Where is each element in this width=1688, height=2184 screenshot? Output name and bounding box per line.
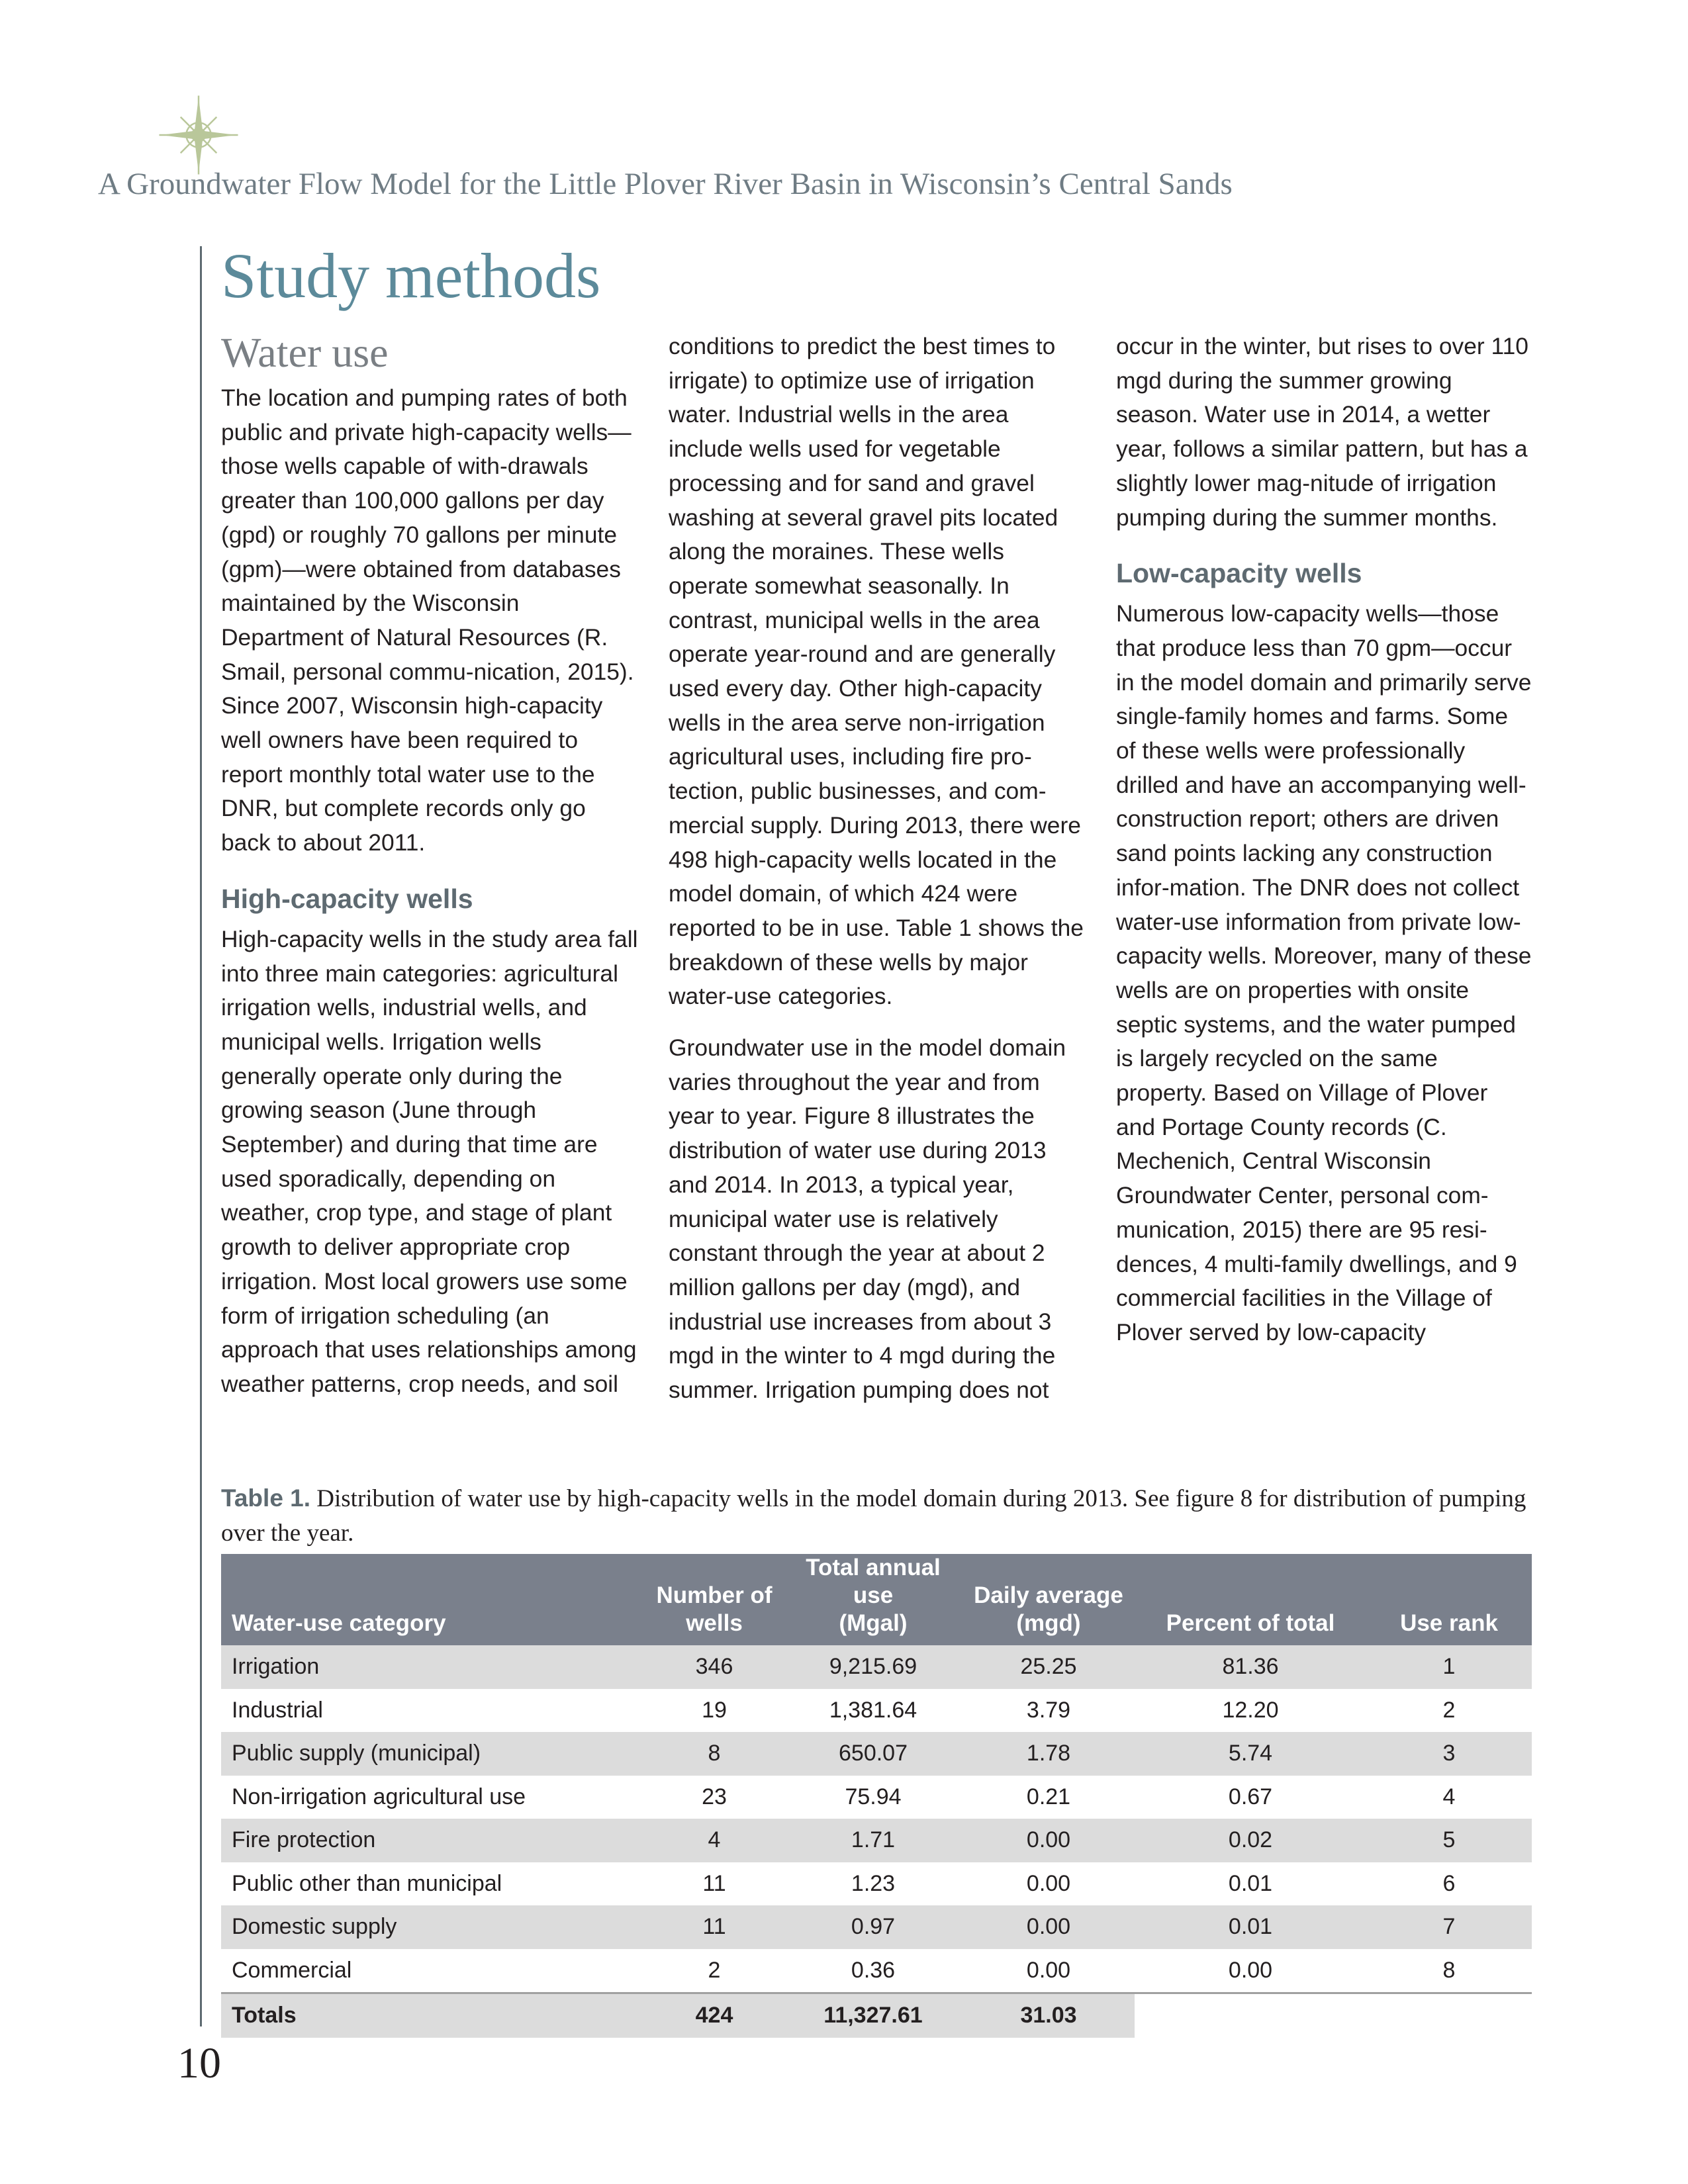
table-cell: 3.79	[1026, 1697, 1071, 1723]
table-cell: 0.00	[1026, 1870, 1071, 1896]
table-cell: 0.01	[1228, 1870, 1273, 1896]
table-cell: 11	[645, 1905, 784, 1949]
table-cell: 0.00	[1026, 1957, 1071, 1983]
heading-low-capacity-wells: Low-capacity wells	[1116, 558, 1362, 589]
table-cell: 1	[1366, 1645, 1532, 1689]
table-cell: 25.25	[962, 1645, 1135, 1689]
table-cell: 0.00	[962, 1819, 1135, 1862]
heading-water-use: Water use	[221, 329, 389, 376]
table-cell: 0.00	[1228, 1957, 1273, 1983]
col-header-category: Water-use category	[221, 1554, 645, 1645]
table-caption-text: Distribution of water use by high-capacity wells in the model domain during 2013. See figure 8 for distribution of pumping over the year.	[221, 1485, 1526, 1547]
table-row	[221, 1819, 1532, 1862]
table-cell: Public supply (municipal)	[221, 1732, 645, 1776]
table-cell: 0.21	[1026, 1784, 1071, 1809]
table-cell: 8	[1442, 1957, 1456, 1983]
table-cell: 19	[702, 1697, 727, 1723]
table-caption-label: Table 1.	[221, 1484, 311, 1512]
table-cell: 0.02	[1135, 1819, 1366, 1862]
table-cell: 650.07	[784, 1732, 962, 1776]
heading-high-capacity-wells: High-capacity wells	[221, 883, 473, 914]
table-cell: Domestic supply	[221, 1905, 645, 1949]
totals-annual: 11,327.61	[784, 1993, 962, 2038]
paragraph-low-capacity-1: Numerous low-capacity wells—those that produce less than 70 gpm—occur in the model domain and primarily serve single-family homes and farms. Some of these wells were professionally drilled and have an accompanying well-construction report; others are driven sand points lacking any construction infor-mation. The DNR does not collect water-use information from private low-capacity wells. Moreover, many of these wells are on properties with onsite septic systems, and the water pumped is largely recycled on the same property. Based on Village of Plover and Portage County records (C. Mechenich, Central Wisconsin Groundwater Center, personal com-munication, 2015) there are 95 resi-dences, 4 multi-family dwellings, and 9 commercial facilities in the Village of Plover served by low-capacity	[1116, 600, 1532, 1345]
table-cell: 5.74	[1135, 1732, 1366, 1776]
table-cell: 2	[1442, 1697, 1456, 1723]
table-row	[221, 1949, 1532, 1993]
table-cell: 1.71	[784, 1819, 962, 1862]
table-row	[221, 1776, 1532, 1819]
col-header-percent: Percent of total	[1135, 1554, 1366, 1645]
table-cell: Irrigation	[221, 1645, 645, 1689]
col-header-wells: Number of wells	[645, 1554, 784, 1645]
table-cell: 1,381.64	[829, 1697, 917, 1723]
totals-daily: 31.03	[962, 1993, 1135, 2038]
table-cell: Non-irrigation agricultural use	[232, 1784, 526, 1809]
col-header-annual: Total annual use (Mgal)	[784, 1554, 962, 1645]
table-row	[221, 1905, 1532, 1949]
page-number: 10	[177, 2039, 221, 2087]
table-cell: 75.94	[845, 1784, 902, 1809]
table-totals-row	[221, 1993, 1532, 2038]
table-cell: 12.20	[1222, 1697, 1279, 1723]
paragraph-high-capacity-1: High-capacity wells in the study area fall into three main categories: agricultural irrigation wells, industrial wells, and municipal wells. Irrigation wells generally operate only during the growing season (June through September) and during that time are used sporadically, depending on weather, crop type, and stage of plant growth to deliver appropriate crop irrigation. Most local growers use some form of irrigation scheduling (an approach that uses relationships among weather patterns, crop needs, and soil conditions to predict the best times to irrigate) to optimize use of irrigation water. Industrial wells in the area include wells used for vegetable processing and for sand and gravel washing at several gravel pits located along the moraines. These wells operate somewhat seasonally. In contrast, municipal wells in the area operate year-round and are generally used every day. Other high-capacity wells in the area serve non-irrigation agricultural uses, including fire pro-tection, public businesses, and com-mercial supply. During 2013, there were 498 high-capacity wells located in the model domain, of which 424 were reported to be in use. Table 1 shows the breakdown of these wells by major water-use categories.	[221, 333, 1084, 1397]
col-header-daily: Daily average (mgd)	[962, 1554, 1135, 1645]
table-cell: 0.01	[1135, 1905, 1366, 1949]
table-cell: Fire protection	[221, 1819, 645, 1862]
table-cell: 5	[1366, 1819, 1532, 1862]
table-cell: 9,215.69	[784, 1645, 962, 1689]
table-cell: 1.78	[962, 1732, 1135, 1776]
table-cell: Industrial	[232, 1697, 323, 1723]
table-cell: 4	[1442, 1784, 1456, 1809]
table-cell: 4	[645, 1819, 784, 1862]
col-header-rank: Use rank	[1366, 1554, 1532, 1645]
table-cell: 1.23	[851, 1870, 896, 1896]
table-cell: 0.36	[851, 1957, 896, 1983]
table-cell: Public other than municipal	[232, 1870, 502, 1896]
body-text	[221, 330, 1533, 1428]
totals-wells: 424	[645, 1993, 784, 2038]
table-row	[221, 1732, 1532, 1776]
table-cell: 2	[708, 1957, 721, 1983]
table-cell: 23	[702, 1784, 727, 1809]
table-cell: Commercial	[232, 1957, 352, 1983]
table-cell: 0.67	[1228, 1784, 1273, 1809]
table-cell: 7	[1366, 1905, 1532, 1949]
water-use-table	[221, 1554, 1532, 2038]
table-cell: 346	[645, 1645, 784, 1689]
table-cell: 6	[1442, 1870, 1456, 1896]
table-cell: 0.00	[962, 1905, 1135, 1949]
running-header: A Groundwater Flow Model for the Little Plover River Basin in Wisconsin’s Central Sands	[98, 167, 1233, 201]
paragraph-high-capacity-2: Groundwater use in the model domain varies throughout the year and from year to year. Figure 8 illustrates the distribution of water use during 2013 and 2014. In 2013, a typical year, municipal water use is relatively constant through the year at about 2 million gallons per day (mgd), and industrial use increases from about 3 mgd in the winter to 4 mgd during the summer. Irrigation pumping does not occur in the winter, but rises to over 110 mgd during the summer growing season. Water use in 2014, a wetter year, follows a similar pattern, but has a slightly lower mag-nitude of irrigation pumping during the summer months.	[669, 333, 1528, 1404]
margin-rule	[200, 246, 202, 2026]
totals-label: Totals	[221, 1993, 645, 2038]
table-row	[221, 1862, 1532, 1906]
table-row	[221, 1645, 1532, 1689]
table-cell: 81.36	[1135, 1645, 1366, 1689]
table-cell: 8	[645, 1732, 784, 1776]
table-cell: 11	[702, 1870, 726, 1896]
table-caption	[221, 1481, 1532, 1551]
table-cell: 3	[1366, 1732, 1532, 1776]
table-row	[221, 1689, 1532, 1733]
table-header-row	[221, 1554, 1532, 1645]
paragraph-water-use: The location and pumping rates of both public and private high-capacity wells—those wells capable of with-drawals greater than 100,000 gallons per day (gpd) or roughly 70 gallons per minute (gpm)—were obtained from databases maintained by the Wisconsin Department of Natural Resources (R. Smail, personal commu-nication, 2015). Since 2007, Wisconsin high-capacity well owners have been required to report monthly total water use to the DNR, but complete records only go back to about 2011.	[221, 385, 634, 856]
table-cell: 0.97	[784, 1905, 962, 1949]
section-title: Study methods	[221, 240, 601, 311]
